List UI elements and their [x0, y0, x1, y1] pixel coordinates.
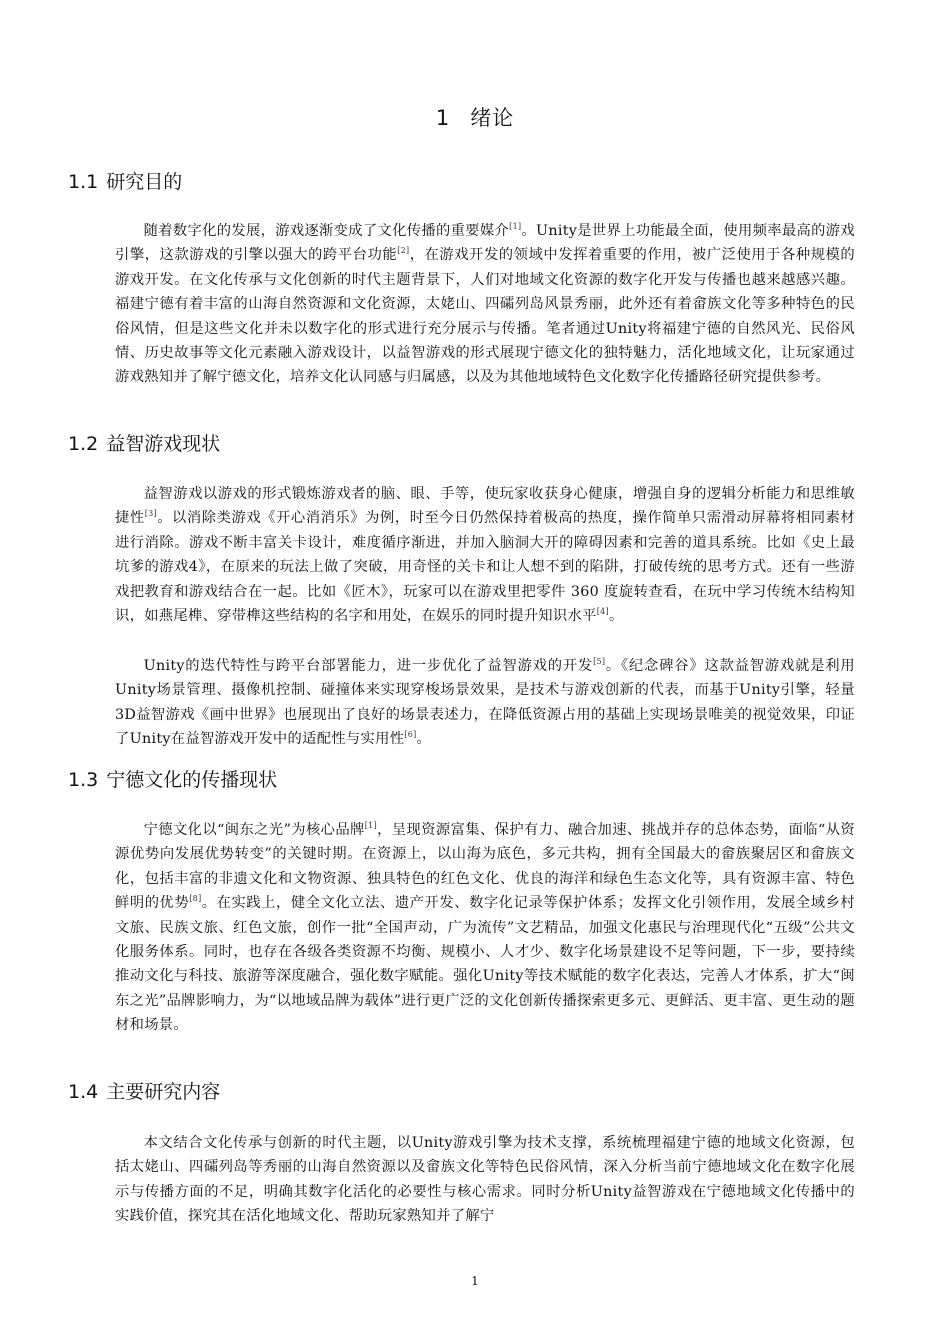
chapter-title: [0, 102, 950, 132]
paragraph-text: 。Unity是世界上功能最全面，使用频率最高的游戏引擎，这款游戏的引擎以强大的跨平台功能: [115, 223, 856, 264]
chapter-title-text: 绪论: [470, 106, 515, 130]
paragraph: [115, 818, 855, 1038]
paragraph: [115, 219, 855, 390]
paragraph: [115, 654, 855, 752]
paragraph-text: 。《纪念碑谷》这款益智游戏就是利用Unity场景管理、摄像机控制、碰撞体来实现穿梭场景效果，是技术与游戏创新的代表，而基于Unity引擎，轻量3D益智游戏《画中世界》也展现出了良好的场景表述力，在降低资源占用的基础上实现场景唯美的视觉效果，印证了Unity在益智游戏开发中的适配性与实用性: [115, 658, 856, 748]
section-heading-1-3: [68, 768, 277, 792]
citation: [1]: [509, 222, 522, 231]
section-title: 主要研究内容: [106, 1081, 221, 1103]
section-number: 1.1: [68, 171, 99, 193]
chapter-number: 1: [435, 106, 451, 130]
citation: [3]: [144, 509, 157, 519]
section-title: 益智游戏现状: [106, 433, 221, 455]
section-number: 1.4: [68, 1081, 99, 1103]
paragraph-text: ，在游戏开发的领域中发挥着重要的作用，被广泛使用于各种规模的游戏开发。在文化传承与文化创新的时代主题背景下，人们对地域文化资源的数字化开发与传播也越来越感兴趣。福建宁德有着丰富的山海自然资源和文化资源，太姥山、四礵列岛风景秀丽，此外还有着畲族文化等多种特色的民俗风情，但是这些文化并未以数字化的形式进行充分展示与传播。笔者通过Unity将福建宁德的自然风光、民俗风情、历史故事等文化元素融入游戏设计，以益智游戏的形式展现宁德文化的独特魅力，活化地域文化，让玩家通过游戏熟知并了解宁德文化，培养文化认同感与归属感，以及为其他地域特色文化数字化传播路径研究提供参考。: [115, 247, 856, 386]
section-heading-1-4: [68, 1080, 220, 1104]
paragraph-text: 。以消除类游戏《开心消消乐》为例，时至今日仍然保持着极高的热度，操作简单只需滑动屏幕将相同素材进行消除。游戏不断丰富关卡设计，难度循序渐进，并加入脑洞大开的障碍因素和完善的道具系统。比如《史上最坑爹的游戏4》，在原来的玩法上做了突破，用奇怪的关卡和让人想不到的陷阱，打破传统的思考方式。还有一些游戏把教育和游戏结合在一起。比如《匠木》，玩家可以在游戏里把零件 360 度旋转查看，在玩中学习传统木结构知识，如燕尾榫、穿带榫这些结构的名字和用处，在娱乐的同时提升知识水平: [115, 510, 855, 625]
paragraph-text: 本文结合文化传承与创新的时代主题，以Unity游戏引擎为技术支撑，系统梳理福建宁德的地域文化资源，包括太姥山、四礵列岛等秀丽的山海自然资源以及畲族文化等特色民俗风情，深入分析当前宁德地域文化在数字化展示与传播方面的不足，明确其数字化活化的必要性与核心需求。同时分析Unity益智游戏在宁德地域文化传播中的实践价值，探究其在活化地域文化、帮助玩家熟知并了解宁: [115, 1135, 855, 1225]
citation: [8]: [189, 894, 202, 904]
paragraph-text: ，呈现资源富集、保护有力、融合加速、挑战并存的总体态势，面临“从资源优势向发展优势转变”的关键时期。在资源上，以山海为底色，多元共构，拥有全国最大的畲族聚居区和畲族文化，包括丰富的非遗文化和文物资源、独具特色的红色文化、优良的海洋和绿色生态文化等，具有资源丰富、特色鲜明的优势: [115, 822, 855, 912]
paragraph-text: 。: [416, 731, 432, 748]
section-title: 宁德文化的传播现状: [106, 769, 278, 791]
citation: [1]: [364, 821, 377, 830]
section-heading-1-2: [68, 432, 220, 456]
citation: [6]: [404, 730, 417, 740]
paragraph-text: 。在实践上，健全文化立法、遗产开发、数字化记录等保护体系；发挥文化引领作用，发展全域乡村文旅、民族文旅、红色文旅，创作一批“全国声动，广为流传”文艺精品，加强文化惠民与治理现代化“五级”公共文化服务体系。同时，也存在各级各类资源不均衡、规模小、人才少、数字化场景建设不足等问题，下一步，要持续推动文化与科技、旅游等深度融合，强化数字赋能。强化Unity等技术赋能的数字化表达，完善人才体系，扩大“闽东之光”品牌影响力，为“以地域品牌为载体”进行更广泛的文化创新传播探索更多元、更鲜活、更丰富、更生动的题材和场景。: [115, 895, 855, 1034]
page-number: 1: [471, 1274, 479, 1288]
paragraph-text: Unity的迭代特性与跨平台部署能力，进一步优化了益智游戏的开发: [143, 658, 594, 674]
paragraph: [115, 482, 855, 628]
citation: [4]: [596, 607, 609, 617]
paragraph-text: 益智游戏以游戏的形式锻炼游戏者的脑、眼、手等，使玩家收获身心健康，增强自身的逻辑分析能力和思维敏捷性: [115, 486, 855, 527]
citation: [5]: [593, 657, 606, 666]
section-number: 1.3: [68, 769, 99, 791]
section-title: 研究目的: [106, 171, 183, 193]
citation: [2]: [397, 246, 410, 256]
section-heading-1-1: [68, 170, 182, 194]
paragraph: [115, 1131, 855, 1229]
section-number: 1.2: [68, 433, 99, 455]
paragraph-text: 随着数字化的发展，游戏逐渐变成了文化传播的重要媒介: [143, 223, 510, 239]
paragraph-text: 。: [608, 608, 624, 625]
paragraph-text: 宁德文化以“闽东之光”为核心品牌: [143, 822, 365, 838]
